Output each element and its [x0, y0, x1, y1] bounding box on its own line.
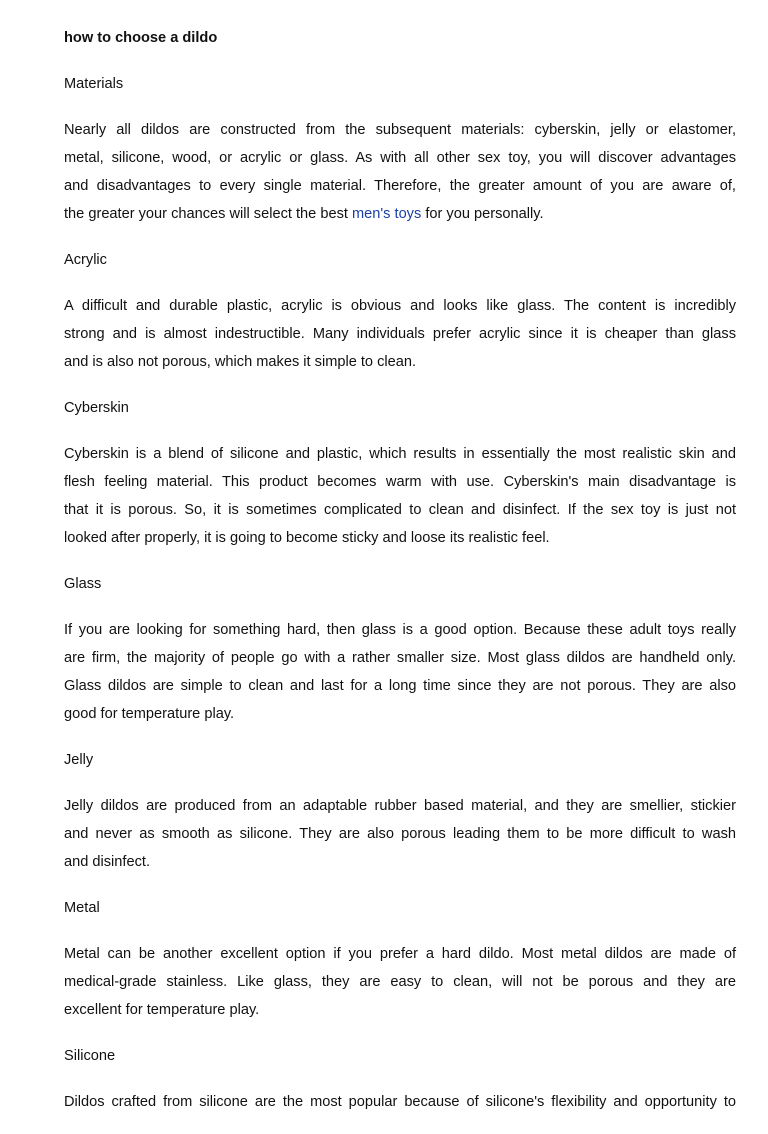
- text-line: Dildos crafted from silicone are the most popular because of silicone's flexibility and opportunity to: [64, 1094, 736, 1110]
- text-line: Cyberskin is a blend of silicone and plastic, which results in essentially the most realistic skin and: [64, 446, 736, 462]
- section-paragraph: [64, 616, 736, 728]
- section-heading: Glass: [64, 576, 102, 592]
- text-line: flesh feeling material. This product becomes warm with use. Cyberskin's main disadvantage is: [64, 474, 736, 490]
- text-line: metal, silicone, wood, or acrylic or glass. As with all other sex toy, you will discover advantages: [64, 150, 736, 166]
- text-line: good for temperature play.: [64, 706, 235, 722]
- section-paragraph: [64, 292, 736, 376]
- text-line: If you are looking for something hard, then glass is a good option. Because these adult toys really: [64, 622, 736, 638]
- text-line: excellent for temperature play.: [64, 1002, 260, 1018]
- text-line: and disinfect.: [64, 854, 150, 870]
- text-line: Glass dildos are simple to clean and last for a long time since they are not porous. They are also: [64, 678, 736, 694]
- section-heading: Acrylic: [64, 252, 107, 268]
- section-heading: Metal: [64, 900, 100, 916]
- section-paragraph: [64, 792, 736, 876]
- text-line: Metal can be another excellent option if you prefer a hard dildo. Most metal dildos are made of: [64, 946, 736, 962]
- document-title: how to choose a dildo: [64, 30, 218, 46]
- section-heading: Cyberskin: [64, 400, 129, 416]
- text-line: [64, 200, 736, 228]
- document-body: [64, 70, 736, 1116]
- text-line: that it is porous. So, it is sometimes complicated to clean and disinfect. If the sex toy is just not: [64, 502, 736, 518]
- section-heading: Silicone: [64, 1048, 116, 1064]
- text-segment: for you personally.: [421, 206, 544, 222]
- section-paragraph: [64, 940, 736, 1024]
- text-line: strong and is almost indestructible. Many individuals prefer acrylic since it is cheaper than glass: [64, 326, 736, 342]
- text-line: and disadvantages to every single material. Therefore, the greater amount of you are aware of,: [64, 178, 736, 194]
- section-heading: Jelly: [64, 752, 94, 768]
- text-line: and never as smooth as silicone. They are also porous leading them to be more difficult to wash: [64, 826, 736, 842]
- text-line: Jelly dildos are produced from an adaptable rubber based material, and they are smellier, stickier: [64, 798, 736, 814]
- document-page: [64, 24, 736, 1134]
- text-line: A difficult and durable plastic, acrylic is obvious and looks like glass. The content is incredibly: [64, 298, 736, 314]
- text-segment: the greater your chances will select the best: [64, 206, 352, 222]
- section-heading: Materials: [64, 76, 124, 92]
- mens-toys-link[interactable]: men's toys: [351, 206, 422, 222]
- text-line: Nearly all dildos are constructed from the subsequent materials: cyberskin, jelly or elastomer,: [64, 122, 736, 138]
- text-line: medical-grade stainless. Like glass, they are easy to clean, will not be porous and they are: [64, 974, 736, 990]
- text-line: are firm, the majority of people go with a rather smaller size. Most glass dildos are handheld only.: [64, 650, 736, 666]
- section-paragraph: [64, 116, 736, 228]
- text-line: looked after properly, it is going to become sticky and loose its realistic feel.: [64, 530, 550, 546]
- section-paragraph: [64, 440, 736, 552]
- text-line: and is also not porous, which makes it simple to clean.: [64, 354, 417, 370]
- section-paragraph: [64, 1088, 736, 1116]
